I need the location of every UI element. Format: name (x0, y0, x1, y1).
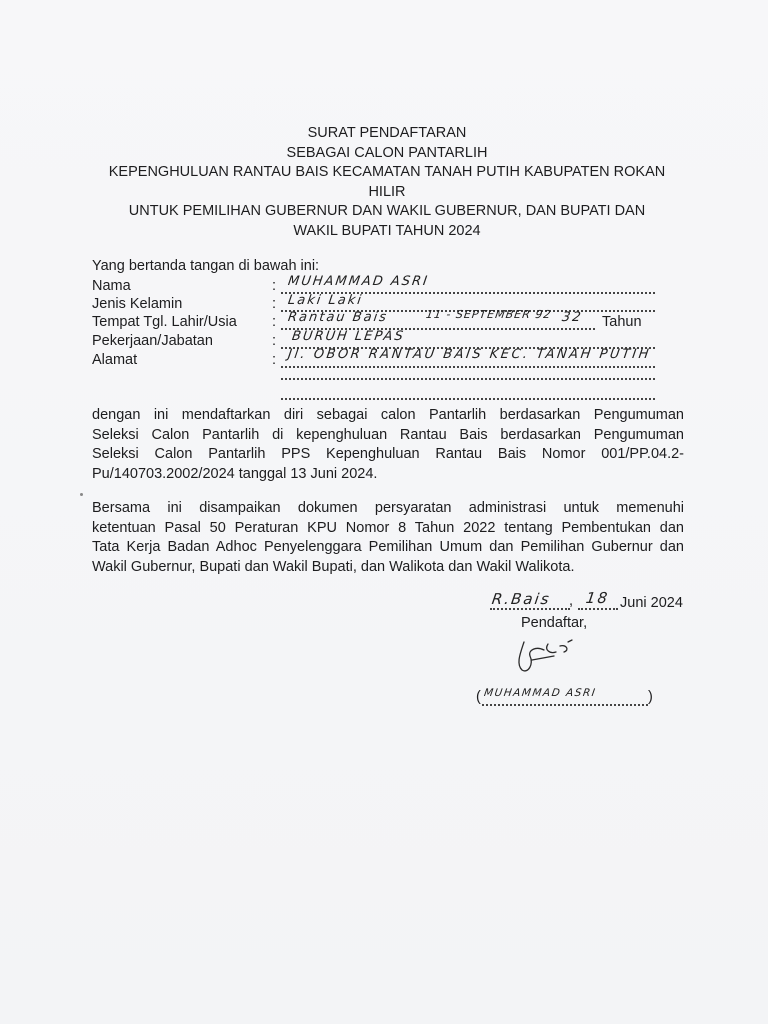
name-open-paren: ( (476, 689, 481, 705)
dotted-line (281, 364, 655, 368)
intro-text: Yang bertanda tangan di bawah ini: (92, 258, 320, 274)
paragraph-line: ketentuan Pasal 50 Peraturan KPU Nomor 8 Tahun 2022 tentang Pembentukan dan (92, 519, 684, 536)
dotted-line-name (482, 702, 648, 706)
field-alamat (92, 347, 672, 371)
name-close-paren: ) (648, 689, 653, 705)
handwritten-value: Laki Laki (286, 293, 364, 308)
title-line-5: UNTUK PEMILIHAN GUBERNUR DAN WAKIL GUBERNUR, DAN BUPATI DAN (128, 203, 646, 219)
paragraph-line: Seleksi Calon Pantarlih di kepenghuluan Rantau Bais berdasarkan Pengumuman (92, 426, 684, 443)
handwritten-value: MUHAMMAD ASRI (286, 274, 430, 289)
field-colon: : (272, 296, 277, 312)
field-nama (92, 274, 672, 297)
field-label: Alamat (92, 352, 138, 368)
paragraph-line: Seleksi Calon Pantarlih PPS Kepenghuluan Rantau Bais Nomor 001/PP.04.2- (92, 446, 684, 462)
title-line-1: SURAT PENDAFTARAN (307, 125, 467, 141)
field-label: Pekerjaan/Jabatan (92, 333, 213, 349)
signature-scribble-icon (510, 636, 582, 678)
paragraph-line: dengan ini mendaftarkan diri sebagai calon Pantarlih berdasarkan Pengumuman (92, 407, 684, 423)
field-colon: : (272, 314, 277, 330)
field-colon: : (272, 352, 277, 368)
paragraph-line: Wakil Gubernur, Bupati dan Wakil Bupati, dan Walikota dan Wakil Walikota. (92, 558, 575, 575)
handwritten-name: MUHAMMAD ASRI (483, 687, 598, 699)
title-line-3: KEPENGHULUAN RANTAU BAIS KECAMATAN TANAH PUTIH KABUPATEN ROKAN (108, 164, 666, 180)
paragraph-line: Bersama ini disampaikan dokumen persyaratan administrasi untuk memenuhi (92, 500, 684, 516)
handwritten-value: Jl. OBOR RANTAU BAIS KEC. TANAH PUTIH (286, 347, 652, 362)
field-colon: : (272, 333, 277, 349)
month-year: Juni 2024 (620, 595, 683, 611)
speck-mark (80, 493, 83, 496)
paragraph-pendaftaran (92, 406, 684, 484)
dotted-line-alamat-2 (281, 376, 655, 380)
handwritten-place: Rantau Bais (286, 310, 390, 325)
tahun-label: Tahun (602, 314, 642, 330)
field-colon: : (272, 278, 277, 294)
field-label: Jenis Kelamin (92, 296, 183, 312)
handwritten-value: BURUH LEPAS (290, 329, 406, 344)
role-label: Pendaftar, (521, 615, 588, 631)
document-title (80, 124, 694, 241)
title-line-2: SEBAGAI CALON PANTARLIH (286, 144, 488, 161)
paragraph-line: Tata Kerja Badan Adhoc Penyelenggara Pemilihan Umum dan Pemilihan Gubernur dan (92, 539, 684, 555)
comma: , (569, 593, 574, 609)
dotted-line-alamat-3 (281, 396, 655, 400)
field-label: Nama (92, 278, 131, 294)
paragraph-line: Pu/140703.2002/2024 tanggal 13 Juni 2024. (92, 465, 378, 482)
title-line-6: WAKIL BUPATI TAHUN 2024 (293, 222, 481, 239)
handwritten-day: 18 (584, 589, 611, 607)
field-label: Tempat Tgl. Lahir/Usia (92, 314, 237, 330)
handwritten-age: 32 (560, 310, 584, 325)
handwritten-place: R.Bais (490, 590, 552, 608)
handwritten-date: 11 - SEPTEMBER 92 (425, 308, 553, 321)
paragraph-persyaratan (92, 499, 684, 577)
title-line-4: HILIR (368, 183, 406, 200)
